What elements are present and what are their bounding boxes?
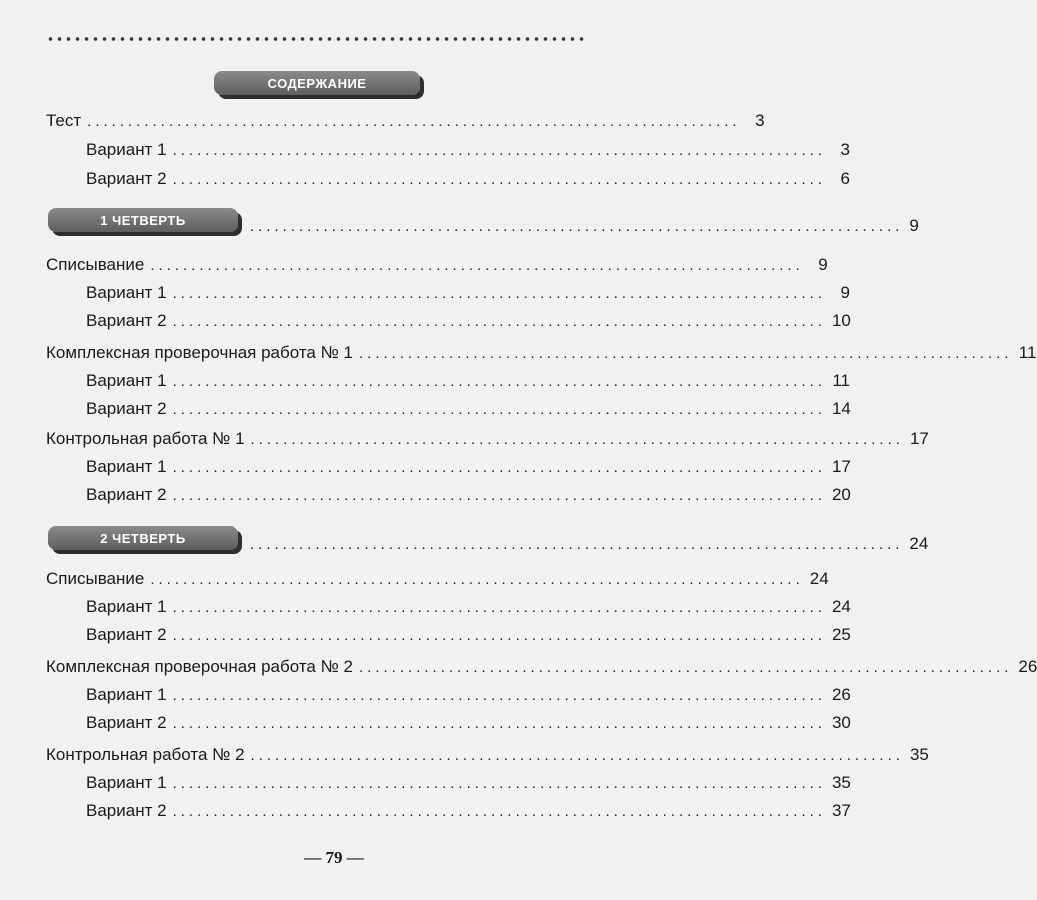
leader-dots: ................................................................................ [150, 571, 804, 588]
toc-entry-variant[interactable] [86, 282, 850, 304]
leader-dots: ................................................................................ [172, 599, 826, 616]
toc-entry-label: Вариант 2 [86, 625, 167, 644]
toc-entry-variant[interactable] [86, 800, 851, 822]
toc-entry-variant[interactable] [86, 456, 851, 478]
toc-entry-label: Списывание [46, 569, 145, 588]
toc-entry-section[interactable] [46, 568, 829, 590]
toc-page-number: 26 [831, 685, 851, 704]
toc-entry-label: Вариант 1 [86, 140, 167, 159]
leader-dots: ................................................................................ [172, 401, 826, 418]
toc-page-number: 24 [909, 534, 929, 553]
leader-dots: ................................................................................ [172, 803, 826, 820]
toc-entry-variant[interactable] [86, 139, 850, 161]
toc-entry-test[interactable] [46, 110, 765, 132]
toc-entry-variant[interactable] [86, 624, 851, 646]
toc-page-number: 14 [831, 399, 851, 418]
leader-dots: ................................................................................ [172, 715, 826, 732]
toc-entry-variant[interactable] [86, 310, 851, 332]
toc-page-number: 9 [818, 255, 828, 274]
quarter-1-heading: 1 ЧЕТВЕРТЬ [48, 208, 238, 232]
leader-dots: ................................................................................ [250, 747, 904, 764]
toc-entry-label: Комплексная проверочная работа № 2 [46, 657, 354, 676]
toc-page-number: 3 [755, 111, 765, 130]
toc-page-number: 6 [840, 169, 850, 188]
toc-entry-quarter-2[interactable] [250, 534, 929, 556]
toc-page-number: 35 [909, 745, 929, 764]
toc-page-number: 3 [840, 140, 850, 159]
leader-dots: ................................................................................ [359, 659, 1013, 676]
toc-entry-label: Тест [46, 111, 82, 130]
toc-entry-variant[interactable] [86, 772, 851, 794]
toc-entry-label: Вариант 1 [86, 597, 167, 616]
toc-entry-section[interactable] [46, 656, 1037, 678]
toc-entry-label: Вариант 1 [86, 773, 167, 792]
toc-page-number: 9 [909, 216, 919, 235]
toc-entry-variant[interactable] [86, 398, 851, 420]
leader-dots: ................................................................................ [250, 431, 904, 448]
toc-entry-variant[interactable] [86, 370, 850, 392]
toc-entry-label: Вариант 1 [86, 685, 167, 704]
toc-entry-label: Вариант 2 [86, 169, 167, 188]
toc-entry-section[interactable] [46, 342, 1037, 364]
leader-dots: ................................................................................ [172, 313, 826, 330]
toc-page-number: 30 [831, 713, 851, 732]
toc-page-number: 10 [831, 311, 851, 330]
leader-dots: ................................................................................ [172, 171, 826, 188]
toc-entry-variant[interactable] [86, 168, 850, 190]
leader-dots: ................................................................................ [250, 218, 904, 235]
toc-entry-label: Вариант 1 [86, 283, 167, 302]
leader-dots: ................................................................................ [150, 257, 804, 274]
leader-dots: ................................................................................ [172, 373, 826, 390]
toc-page-number: 25 [831, 625, 851, 644]
toc-page-number: 11 [832, 371, 850, 390]
toc-entry-label: Вариант 2 [86, 713, 167, 732]
leader-dots: ................................................................................ [87, 113, 741, 130]
toc-page-number: 24 [809, 569, 829, 588]
top-dotted-rule [46, 36, 588, 42]
toc-entry-section[interactable] [46, 254, 828, 276]
toc-page-number: 9 [840, 283, 850, 302]
toc-entry-label: Вариант 2 [86, 311, 167, 330]
toc-entry-label: Вариант 2 [86, 801, 167, 820]
toc-page-number: 20 [831, 485, 851, 504]
toc-entry-section[interactable] [46, 428, 929, 450]
toc-page-number: 37 [831, 801, 851, 820]
toc-entry-label: Списывание [46, 255, 145, 274]
toc-page-number: 17 [909, 429, 929, 448]
toc-entry-variant[interactable] [86, 596, 851, 618]
page-number: — 79 — [304, 848, 364, 867]
leader-dots: ................................................................................ [359, 345, 1013, 362]
toc-entry-label: Контрольная работа № 2 [46, 745, 245, 764]
leader-dots: ................................................................................ [172, 459, 826, 476]
toc-entry-label: Комплексная проверочная работа № 1 [46, 343, 354, 362]
leader-dots: ................................................................................ [172, 627, 826, 644]
toc-page-number: 24 [831, 597, 851, 616]
leader-dots: ................................................................................ [172, 775, 826, 792]
toc-entry-variant[interactable] [86, 712, 851, 734]
toc-page-number: 35 [831, 773, 851, 792]
toc-entry-variant[interactable] [86, 684, 851, 706]
leader-dots: ................................................................................ [250, 536, 904, 553]
leader-dots: ................................................................................ [172, 687, 826, 704]
toc-entry-section[interactable] [46, 744, 929, 766]
toc-entry-variant[interactable] [86, 484, 851, 506]
toc-entry-label: Вариант 2 [86, 485, 167, 504]
toc-page-number: 17 [831, 457, 851, 476]
toc-entry-label: Вариант 2 [86, 399, 167, 418]
leader-dots: ................................................................................ [172, 142, 826, 159]
toc-page-number: 26 [1018, 657, 1037, 676]
toc-entry-label: Вариант 1 [86, 371, 167, 390]
toc-entry-quarter-1[interactable] [250, 216, 919, 238]
contents-heading: СОДЕРЖАНИЕ [214, 71, 420, 95]
leader-dots: ................................................................................ [172, 285, 826, 302]
toc-page-number: 11 [1018, 343, 1037, 362]
quarter-2-heading: 2 ЧЕТВЕРТЬ [48, 526, 238, 550]
toc-entry-label: Вариант 1 [86, 457, 167, 476]
toc-entry-label: Контрольная работа № 1 [46, 429, 245, 448]
leader-dots: ................................................................................ [172, 487, 826, 504]
